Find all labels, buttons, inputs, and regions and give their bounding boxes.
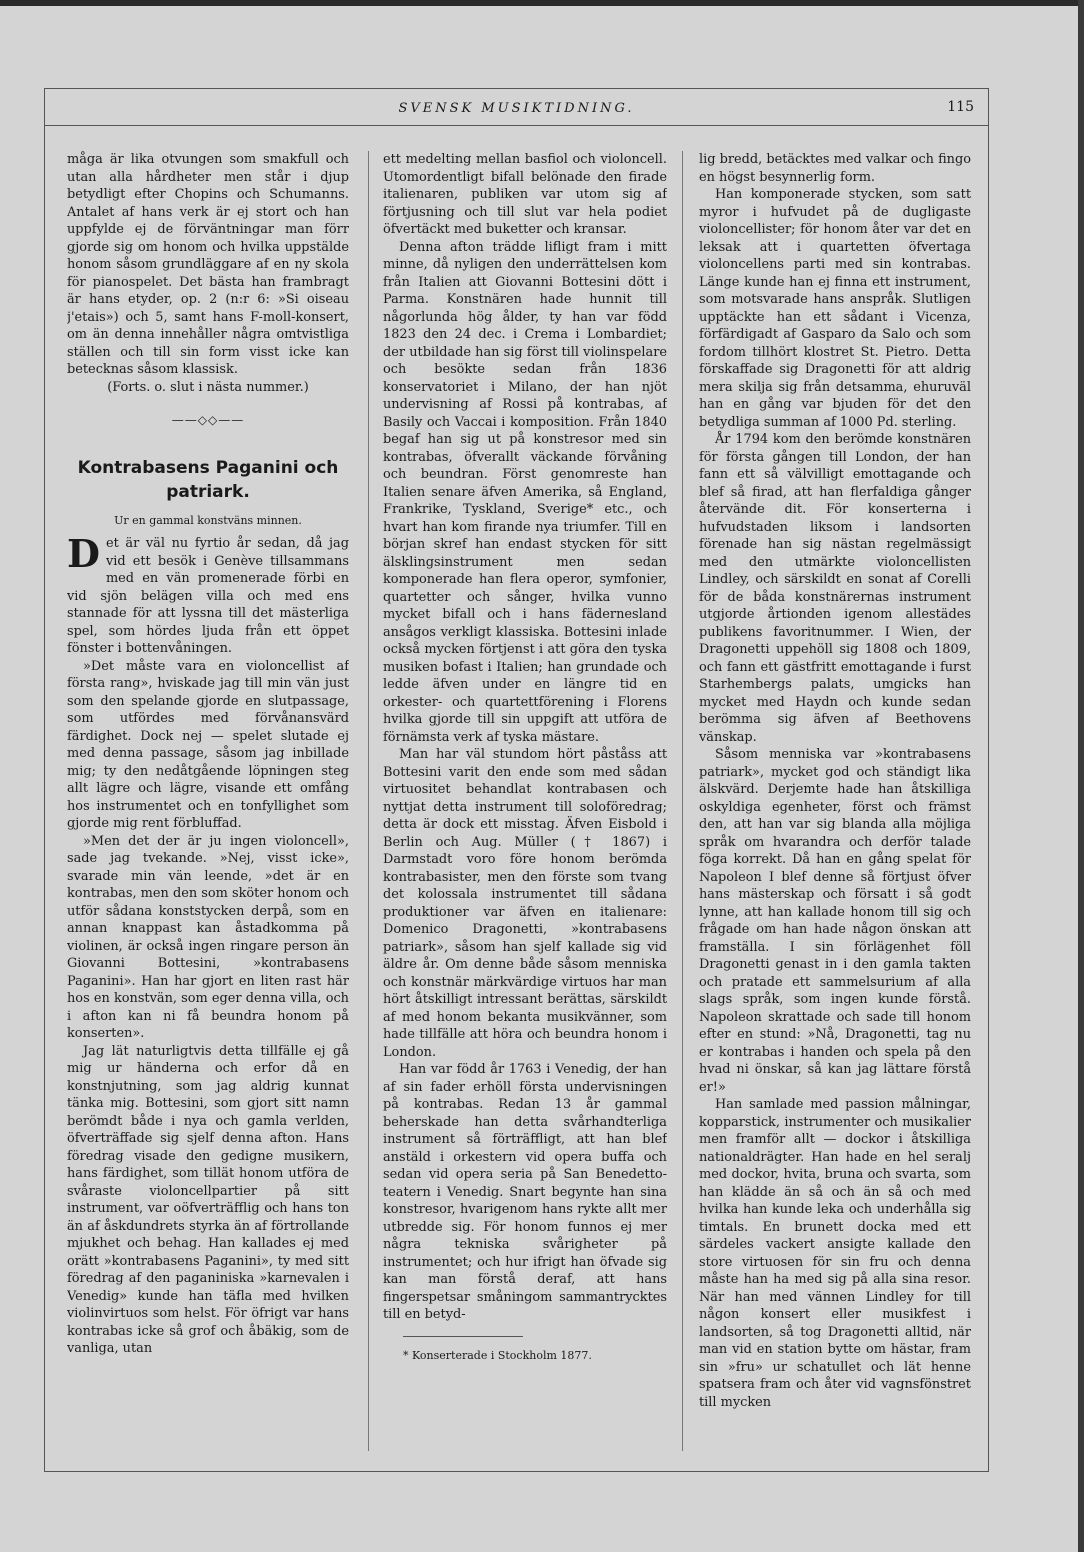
column-rule-right [682, 151, 683, 1451]
paragraph: lig bredd, betäcktes med valkar och fingo en högst besynnerlig form. [699, 152, 971, 185]
paragraph: Såsom menniska var »kontrabasens patriark», mycket god och ständigt lika älskvärd. Derjemte hade han åtskilliga oskyldiga egenheter, först och främst den, att han var sig blanda alla möjliga språk om hvarandra och derför talade föga korrekt. Då han en gång spelat för Napoleon I blef denne så förtjust öfver hans mästerskap och försatt i så godt lynne, att han kallade honom till sig och frågade om han hade någon önskan att framställa. I sin förlägenhet föll Dragonetti genast in i den gamla takten och pratade ett sammelsurium af alla slags språk, som ingen kunde förstå. Napoleon skrattade och sade till honom efter en stund: »Nå, Dragonetti, tag nu er kontrabas i handen och spela på den hvad ni önskar, så kan jag lättare förstå er!» [699, 747, 971, 1095]
paragraph: »Det måste vara en violoncellist af första rang», hviskade jag till min vän just som den spelande gjorde en slutpassage, som utfördes med förvånansvärd färdighet. Dock nej — spelet slutade ej med denna passage, såsom jag inbillade mig; ty den nedåtgående löpningen steg allt lägre och lägre, visande ett omfång hos instrumentet och en tonfyllighet som gjorde mig rent förbluffad. [67, 658, 349, 831]
paragraph: ett medelting mellan basfiol och violoncell. Utomordentligt bifall belönade den firade italienaren, publiken var utom sig af förtjusning och till slut var hela podiet öfvertäckt med buketter och kransar. [383, 152, 667, 237]
drop-cap: D [67, 531, 100, 576]
page-right-edge [1078, 0, 1084, 1552]
paragraph-text: et är väl nu fyrtio år sedan, då jag vid ett besök i Genève tillsammans med en vän promenerade förbi en vid sjön belägen villa och med ens stannade för att lyssna till det mästerliga spel, som hördes ljuda från ett öppet fönster i bottenvåningen. [67, 536, 349, 656]
column-rule-left [368, 151, 369, 1451]
section-divider: ——◇◇—— [171, 413, 245, 427]
column-right [699, 151, 971, 1451]
footnote-rule [403, 1336, 523, 1337]
paragraph: måga är lika otvungen som smakfull och utan alla hårdheter men står i djup betydligt efter Chopins och Schumanns. Antalet af hans verk är ej stort och han uppfylde ej de förväntningar man förr gjorde sig om honom och hvilka uppstälde honom såsom grundläggare af en ny skola för pianospelet. Det bästa han frambragt är hans etyder, op. 2 (n:r 6: »Si oiseau j'etais») och 5, samt hans F-moll-konsert, om än denna innehåller några omtvistliga ställen och till sin form visst icke kan betecknas såsom klassisk. [67, 152, 349, 377]
page-number: 115 [947, 99, 974, 115]
journal-title: SVENSK MUSIKTIDNING. [398, 101, 635, 116]
column-middle [383, 151, 667, 1451]
paragraph: Han var född år 1763 i Venedig, der han af sin fader erhöll första undervisningen på kontrabas. Redan 13 år gammal beherskade han detta svårhandterliga instrument så förträffligt, att han blef anstäld i orkestern vid opera buffa och sedan vid opera seria på San Benedetto-teatern i Venedig. Snart begynte han sina konstresor, hvarigenom hans rykte allt mer utbredde sig. För honom funnos ej mer några tekniska svårigheter på instrumentet; och hur ifrigt han öfvade sig kan man förstå deraf, att hans fingerspetsar småningom sammantrycktes till en betyd- [383, 1062, 667, 1322]
paragraph: Denna afton trädde lifligt fram i mitt minne, då nyligen den underrättelsen kom från Italien att Giovanni Bottesini dött i Parma. Konstnären hade hunnit till någorlunda hög ålder, ty han var född 1823 den 24 dec. i Crema i Lombardiet; der utbildade han sig först till violinspelare och besökte sedan från 1836 konservatoriet i Milano, der han njöt undervisning af Rossi på kontrabas, af Basily och Vaccai i komposition. Från 1840 begaf han sig ut på konstresor med sin kontrabas, öfverallt väckande förvåning och beundran. Först genomreste han Italien senare äfven Amerika, så England, Frankrike, Tyskland, Sverige* etc., och hvart han kom firande nya triumfer. Till en början skref han endast stycken för sitt älsklingsinstrument men sedan komponerade han flera operor, symfonier, quartetter och sånger, hvilka vunno mycket bifall och i hans fädernesland ansågos verkligt klassiska. Bottesini inlade också mycken förtjenst i att göra den tyska musiken bofast i Italien; han grundade och ledde äfven under en längre tid en orkester- och quartettförening i Florens hvilka gjorde till sin uppgift att utföra de förnämsta verk af tyska mästare. [383, 239, 667, 745]
article-heading: Kontrabasens Paganini och patriark. [77, 457, 339, 502]
paragraph: Jag lät naturligtvis detta tillfälle ej gå mig ur händerna och erfor då en konstnjutning, som jag aldrig kunnat tänka mig. Bottesini, som gjort sitt namn berömdt både i nya och gamla verlden, öfverträffade sig sjelf denna afton. Hans föredrag visade den gedigne musikern, hans färdighet, som tillät honom utföra de svåraste violoncellpartier på sitt instrument, var oöfverträfflig och hans ton än af åskdundrets styrka än af förtrollande mjukhet och behag. Han kallades ej med orätt »kontrabasens Paganini», ty med sitt föredrag af den paganiniska »karnevalen i Venedig» kunde han täfla med hvilken violinvirtuos som helst. För öfrigt var hans kontrabas icke så grof och åbäkig, som de vanliga, utan [67, 1043, 349, 1356]
paragraph: »Men det der är ju ingen violoncell», sade jag tvekande. »Nej, visst icke», svarade min vän leende, »det är en kontrabas, men den som sköter honom och utför sådana konststycken derpå, som en annan knappast kan åstadkomma på violinen, är också ingen ringare person än Giovanni Bottesini, »kontrabasens Paganini». Han har gjort en liten rast här hos en konstvän, som eger denna villa, och i afton kan ni få beundra honom på konserten». [67, 833, 349, 1041]
page-frame [44, 88, 989, 1472]
page-top-edge [0, 0, 1084, 6]
column-left [67, 151, 349, 1451]
paragraph [67, 531, 349, 658]
footnote: * Konserterade i Stockholm 1877. [403, 1348, 592, 1362]
paragraph: Man har väl stundom hört påståss att Bottesini varit den ende som med sådan virtuositet behandlat kontrabasen och nyttjat detta instrument till soloföredrag; detta är dock ett misstag. Äfven Eisbold i Berlin och Aug. Müller († 1867) i Darmstadt voro före honom berömda kontrabasister, men den förste som tvang det kolossala instrumentet till sådana produktioner var äfven en italienare: Domenico Dragonetti, »kontrabasens patriark», såsom han sjelf kallade sig vid äldre år. Om denne både såsom menniska och konstnär märkvärdige virtuos har man hört åtskilligt intressant berättas, särskildt af med honom bekanta musikvänner, som hade tillfälle att höra och beundra honom i London. [383, 747, 667, 1060]
paragraph: Han samlade med passion målningar, kopparstick, instrumenter och musikalier men framför allt — dockor i åtskilliga nationaldrägter. Han hade en hel seralj med dockor, hvita, bruna och svarta, som han klädde än så och än så och med hvilka han kunde leka och underhålla sig timtals. En brunett docka med ett särdeles vackert ansigte kallade den store virtuosen för sin fru och denna måste han ha med sig på alla sina resor. När han med vännen Lindley for till någon konsert eller musikfest i landsorten, så tog Dragonetti alltid, när man vid en station bytte om hästar, fram sin »fru» ur schatullet och lät henne spatsera fram och åter vid vagnsfönstret till mycken [699, 1097, 971, 1410]
continuation-note: (Forts. o. slut i nästa nummer.) [107, 379, 309, 395]
paragraph: Han komponerade stycken, som satt myror i hufvudet på de dugligaste violoncellister; för honom åter var det en leksak att i quartetten öfvertaga violoncellens parti med sin kontrabas. Länge kunde han ej finna ett instrument, som motsvarade hans anspråk. Slutligen upptäckte han ett sådant i Vicenza, förfärdigadt af Gasparo da Salo och som fordom tillhört klostret St. Pietro. Detta förskaffade sig Dragonetti för att aldrig mera skilja sig från detsamma, ehuruväl han en gång var bjuden för det den betydliga summan af 1000 Pd. sterling. [699, 187, 971, 430]
running-header [45, 89, 988, 126]
paragraph: År 1794 kom den berömde konstnären för första gången till London, der han fann ett så välvilligt emottagande och blef så firad, att han flerfaldiga gånger återvände dit. För konserterna i hufvudstaden liksom i landsorten förenade han sig nästan regelmässigt med den utmärkte violoncellisten Lindley, och särskildt en sonat af Corelli för de båda konstnärernas instrument utgjorde årtionden igenom allestädes publikens favoritnummer. I Wien, der Dragonetti uppehöll sig 1808 och 1809, och fann ett gästfritt emottagande i furst Starhembergs palats, umgicks han mycket med Haydn och kunde sedan berömma sig äfven af Beethovens vänskap. [699, 432, 971, 745]
article-subtitle: Ur en gammal konstväns minnen. [114, 513, 302, 527]
